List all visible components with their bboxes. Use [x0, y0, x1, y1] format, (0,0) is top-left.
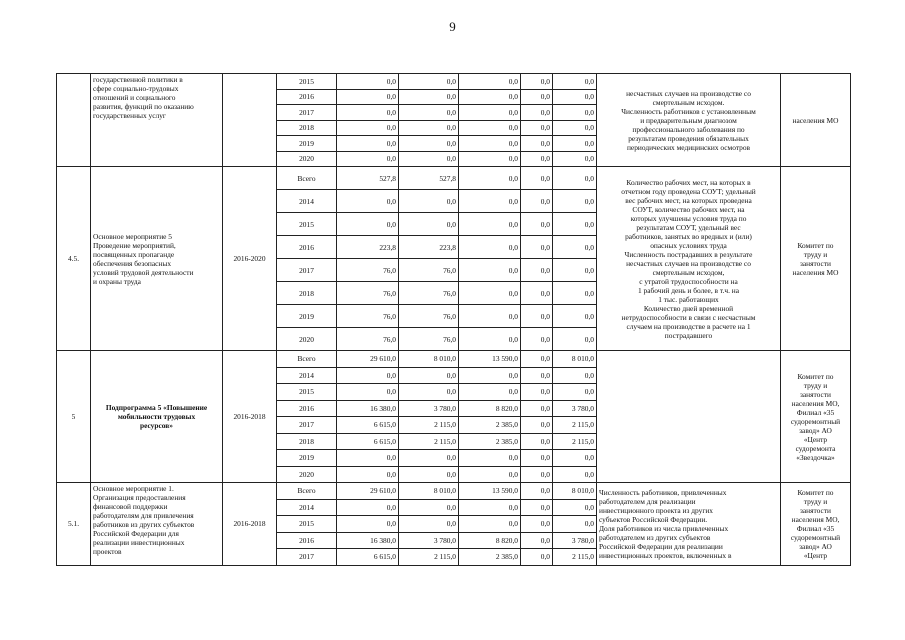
other-cell: 8 010,0	[553, 483, 597, 500]
row-indicators-line: СОУТ, количество рабочих мест, на	[632, 204, 745, 214]
row-name-line: Основное мероприятие 5	[93, 231, 172, 241]
other-cell: 0,0	[553, 466, 597, 483]
other-cell: 0,0	[553, 190, 597, 213]
year-cell: 2017	[277, 417, 337, 434]
row-period	[223, 74, 277, 167]
total-cell: 29 610,0	[337, 483, 399, 500]
row-responsible-line: Филиал «35	[796, 407, 835, 417]
budget-cell: 0,0	[399, 450, 459, 467]
row-indicators-line: и предварительным диагнозом	[640, 115, 737, 125]
row-indicators-line: несчастных случаев на производстве со	[626, 258, 751, 268]
federal-cell: 0,0	[459, 74, 521, 90]
budget-cell: 76,0	[399, 282, 459, 305]
other-cell: 3 780,0	[553, 400, 597, 417]
row-responsible-line: «Центр	[803, 550, 828, 560]
budget-cell: 0,0	[399, 499, 459, 516]
federal-cell: 0,0	[459, 120, 521, 136]
row-indicators-line: Численность работников, привлеченных	[599, 487, 727, 497]
year-cell: Всего	[277, 351, 337, 368]
row-responsible-line: труду и	[803, 249, 828, 259]
other-cell: 0,0	[553, 120, 597, 136]
other-cell: 0,0	[553, 305, 597, 328]
other-cell: 0,0	[553, 367, 597, 384]
page-number: 9	[449, 19, 456, 34]
budget-cell: 0,0	[399, 190, 459, 213]
other-cell: 2 115,0	[553, 433, 597, 450]
local-cell: 0,0	[521, 433, 553, 450]
total-cell: 223,8	[337, 236, 399, 259]
year-cell: 2015	[277, 384, 337, 401]
total-cell: 0,0	[337, 450, 399, 467]
year-cell: 2020	[277, 151, 337, 167]
budget-cell: 8 010,0	[399, 351, 459, 368]
federal-cell: 0,0	[459, 305, 521, 328]
total-cell: 0,0	[337, 516, 399, 533]
year-cell: 2018	[277, 433, 337, 450]
total-cell: 29 610,0	[337, 351, 399, 368]
year-cell: 2016	[277, 89, 337, 105]
table-row	[57, 351, 851, 368]
row-indicators-line: результатам проведения обязательных	[628, 133, 749, 143]
federal-cell: 0,0	[459, 450, 521, 467]
total-cell: 6 615,0	[337, 417, 399, 434]
federal-cell: 0,0	[459, 282, 521, 305]
row-indicators	[597, 74, 781, 167]
other-cell: 8 010,0	[553, 351, 597, 368]
row-responsible-line: завод» АО	[799, 541, 832, 551]
budget-cell: 0,0	[399, 384, 459, 401]
local-cell: 0,0	[521, 351, 553, 368]
row-responsible	[781, 167, 851, 351]
program-table	[56, 73, 851, 566]
row-indicators-line: которых улучшены условия труда по	[630, 213, 747, 223]
row-responsible-line: судоремонтный	[790, 416, 841, 426]
federal-cell: 0,0	[459, 328, 521, 351]
total-cell: 76,0	[337, 328, 399, 351]
year-cell: 2016	[277, 236, 337, 259]
federal-cell: 13 590,0	[459, 483, 521, 500]
year-cell: 2017	[277, 549, 337, 566]
total-cell: 0,0	[337, 136, 399, 152]
local-cell: 0,0	[521, 499, 553, 516]
budget-cell: 76,0	[399, 328, 459, 351]
row-code: 5	[57, 351, 91, 483]
other-cell: 0,0	[553, 213, 597, 236]
budget-cell: 0,0	[399, 213, 459, 236]
year-cell: 2015	[277, 516, 337, 533]
budget-cell: 0,0	[399, 367, 459, 384]
local-cell: 0,0	[521, 532, 553, 549]
other-cell: 2 115,0	[553, 549, 597, 566]
row-name-line: обеспечения безопасных	[93, 258, 172, 268]
row-name-line: сфере социально-трудовых	[93, 84, 179, 93]
year-cell: 2019	[277, 305, 337, 328]
local-cell: 0,0	[521, 417, 553, 434]
year-cell: 2020	[277, 466, 337, 483]
other-cell: 0,0	[553, 328, 597, 351]
other-cell: 0,0	[553, 259, 597, 282]
row-indicators-line: пострадавшего	[664, 330, 713, 340]
row-responsible-line: «Звездочка»	[796, 452, 835, 462]
row-responsible: населения МО	[781, 74, 851, 167]
row-indicators-line: Российской Федерации для реализации	[599, 541, 723, 551]
row-responsible-line: занятости	[799, 505, 832, 515]
row-name	[91, 167, 223, 351]
budget-cell: 223,8	[399, 236, 459, 259]
row-responsible-line: «Центр	[803, 434, 828, 444]
row-indicators-line: работодателем для реализации	[599, 496, 696, 506]
row-responsible-line: занятости	[799, 389, 832, 399]
federal-cell: 2 385,0	[459, 433, 521, 450]
row-responsible-line: Комитет по	[797, 487, 834, 497]
row-period: 2016-2020	[223, 167, 277, 351]
row-period: 2016-2018	[223, 483, 277, 566]
row-indicators-line: несчастных случаев на производстве со	[626, 88, 751, 98]
row-name-line: государственных услуг	[93, 111, 166, 120]
other-cell: 0,0	[553, 151, 597, 167]
federal-cell: 0,0	[459, 167, 521, 190]
row-responsible-line: судоремонта	[795, 443, 836, 453]
local-cell: 0,0	[521, 74, 553, 90]
other-cell: 0,0	[553, 282, 597, 305]
row-name-line: реализации инвестиционных	[93, 538, 185, 547]
row-responsible-line: судоремонтный	[790, 532, 841, 542]
federal-cell: 0,0	[459, 384, 521, 401]
row-name-line: Российской Федерации для	[93, 529, 179, 538]
federal-cell: 0,0	[459, 516, 521, 533]
row-indicators-line: Количество рабочих мест, на которых в	[626, 177, 751, 187]
row-indicators-line: инвестиционных проектов, включенных в	[599, 550, 732, 560]
row-indicators-line: периодических медицинских осмотров	[626, 142, 751, 152]
local-cell: 0,0	[521, 213, 553, 236]
total-cell: 527,8	[337, 167, 399, 190]
row-indicators-line: смертельным исходом.	[652, 97, 725, 107]
row-responsible-line: Комитет по	[797, 371, 834, 381]
budget-cell: 0,0	[399, 120, 459, 136]
year-cell: 2014	[277, 367, 337, 384]
local-cell: 0,0	[521, 400, 553, 417]
year-cell: 2014	[277, 499, 337, 516]
table-body	[57, 74, 851, 566]
federal-cell: 0,0	[459, 105, 521, 121]
row-indicators-line: 1 рабочий день и более, в т.ч. на	[637, 285, 740, 295]
year-cell: 2015	[277, 213, 337, 236]
row-responsible-line: Филиал «35	[796, 523, 835, 533]
total-cell: 0,0	[337, 466, 399, 483]
row-indicators-line: работодателем из других субъектов	[599, 532, 711, 542]
row-indicators-line: опасных условиях труда	[650, 240, 727, 250]
federal-cell: 0,0	[459, 499, 521, 516]
total-cell: 0,0	[337, 89, 399, 105]
total-cell: 76,0	[337, 282, 399, 305]
row-indicators-line: Численность работников с установленным	[621, 106, 756, 116]
budget-cell: 2 115,0	[399, 433, 459, 450]
row-responsible-line: завод» АО	[799, 425, 832, 435]
row-name-line: развития, функций по оказанию	[93, 102, 194, 111]
row-indicators-line: субъектов Российской Федерации.	[599, 514, 708, 524]
budget-cell: 76,0	[399, 305, 459, 328]
row-name-line: и охраны труда	[93, 276, 141, 286]
row-code	[57, 74, 91, 167]
other-cell: 0,0	[553, 384, 597, 401]
federal-cell: 0,0	[459, 236, 521, 259]
budget-cell: 76,0	[399, 259, 459, 282]
total-cell: 0,0	[337, 120, 399, 136]
local-cell: 0,0	[521, 120, 553, 136]
total-cell: 0,0	[337, 213, 399, 236]
row-name-line: работников из других субъектов	[93, 520, 195, 529]
row-indicators	[597, 483, 781, 566]
federal-cell: 0,0	[459, 259, 521, 282]
year-cell: 2017	[277, 259, 337, 282]
local-cell: 0,0	[521, 549, 553, 566]
total-cell: 16 380,0	[337, 532, 399, 549]
total-cell: 6 615,0	[337, 433, 399, 450]
row-name	[91, 483, 223, 566]
other-cell: 0,0	[553, 167, 597, 190]
other-cell: 3 780,0	[553, 532, 597, 549]
budget-cell: 0,0	[399, 136, 459, 152]
local-cell: 0,0	[521, 384, 553, 401]
year-cell: 2018	[277, 282, 337, 305]
budget-cell: 0,0	[399, 516, 459, 533]
federal-cell: 8 820,0	[459, 400, 521, 417]
row-name-line: государственной политики в	[93, 75, 183, 84]
total-cell: 6 615,0	[337, 549, 399, 566]
row-name-line: посвященных пропаганде	[93, 249, 175, 259]
row-responsible-line: труду и	[803, 380, 828, 390]
row-responsible-line: населения МО,	[791, 514, 840, 524]
local-cell: 0,0	[521, 105, 553, 121]
row-responsible-line: труду и	[803, 496, 828, 506]
local-cell: 0,0	[521, 282, 553, 305]
total-cell: 0,0	[337, 74, 399, 90]
local-cell: 0,0	[521, 190, 553, 213]
federal-cell: 0,0	[459, 190, 521, 213]
local-cell: 0,0	[521, 236, 553, 259]
local-cell: 0,0	[521, 259, 553, 282]
row-code: 4.5.	[57, 167, 91, 351]
local-cell: 0,0	[521, 305, 553, 328]
budget-cell: 0,0	[399, 89, 459, 105]
total-cell: 0,0	[337, 384, 399, 401]
row-responsible-line: Комитет по	[797, 240, 834, 250]
row-responsible-line: населения МО,	[791, 398, 840, 408]
year-cell: 2020	[277, 328, 337, 351]
other-cell: 0,0	[553, 450, 597, 467]
row-indicators-line: вес рабочих мест, на которых проведена	[625, 195, 752, 205]
federal-cell: 13 590,0	[459, 351, 521, 368]
row-name-line: условий трудовой деятельности	[93, 267, 194, 277]
row-name-line: работодателям для привлечения	[93, 511, 194, 520]
other-cell: 0,0	[553, 74, 597, 90]
federal-cell: 0,0	[459, 136, 521, 152]
total-cell: 0,0	[337, 190, 399, 213]
row-responsible	[781, 483, 851, 566]
row-name-line: финансовой поддержки	[93, 502, 168, 511]
other-cell: 0,0	[553, 516, 597, 533]
row-name-line: Организация предоставления	[93, 493, 186, 502]
row-code: 5.1.	[57, 483, 91, 566]
local-cell: 0,0	[521, 450, 553, 467]
total-cell: 16 380,0	[337, 400, 399, 417]
federal-cell: 8 820,0	[459, 532, 521, 549]
local-cell: 0,0	[521, 136, 553, 152]
row-responsible-line: населения МО	[792, 267, 839, 277]
budget-cell: 3 780,0	[399, 532, 459, 549]
budget-cell: 2 115,0	[399, 417, 459, 434]
row-period: 2016-2018	[223, 351, 277, 483]
year-cell: 2017	[277, 105, 337, 121]
row-name-line: ресурсов»	[140, 421, 173, 430]
row-indicators-line: с утратой трудоспособности на	[639, 276, 738, 286]
total-cell: 76,0	[337, 305, 399, 328]
local-cell: 0,0	[521, 151, 553, 167]
total-cell: 76,0	[337, 259, 399, 282]
local-cell: 0,0	[521, 367, 553, 384]
federal-cell: 2 385,0	[459, 417, 521, 434]
year-cell: 2016	[277, 532, 337, 549]
other-cell: 0,0	[553, 236, 597, 259]
year-cell: 2016	[277, 400, 337, 417]
row-responsible-line: занятости	[799, 258, 832, 268]
year-cell: Всего	[277, 483, 337, 500]
federal-cell: 0,0	[459, 89, 521, 105]
year-cell: 2015	[277, 74, 337, 90]
local-cell: 0,0	[521, 516, 553, 533]
table-row	[57, 483, 851, 500]
row-name	[91, 74, 223, 167]
other-cell: 0,0	[553, 105, 597, 121]
row-indicators-line: инвестиционного проекта из других	[599, 505, 714, 515]
row-indicators-line: Доля работников из числа привлеченных	[599, 523, 729, 533]
row-name-line: мобильности трудовых	[117, 412, 196, 421]
row-indicators-line: смертельным исходом,	[652, 267, 725, 277]
budget-cell: 0,0	[399, 105, 459, 121]
federal-cell: 0,0	[459, 151, 521, 167]
year-cell: 2019	[277, 450, 337, 467]
federal-cell: 0,0	[459, 466, 521, 483]
row-name-line: Проведение мероприятий,	[93, 240, 176, 250]
budget-cell: 3 780,0	[399, 400, 459, 417]
row-name	[91, 351, 223, 483]
row-indicators-line: Численность пострадавших в результате	[624, 249, 753, 259]
budget-cell: 0,0	[399, 74, 459, 90]
row-indicators-line: работников, занятых во вредных и (или)	[625, 231, 752, 241]
row-name-line: Основное мероприятие 1.	[93, 484, 174, 493]
local-cell: 0,0	[521, 89, 553, 105]
local-cell: 0,0	[521, 328, 553, 351]
other-cell: 0,0	[553, 89, 597, 105]
row-indicators	[597, 167, 781, 351]
budget-cell: 0,0	[399, 466, 459, 483]
row-indicators-line: нетрудоспособности в связи с несчастным	[621, 312, 756, 322]
row-indicators-line: Количество дней временной	[643, 303, 734, 313]
row-responsible	[781, 351, 851, 483]
budget-cell: 527,8	[399, 167, 459, 190]
total-cell: 0,0	[337, 499, 399, 516]
row-name-line: Подпрограмма 5 «Повышение	[105, 403, 208, 412]
year-cell: Всего	[277, 167, 337, 190]
other-cell: 0,0	[553, 499, 597, 516]
budget-cell: 8 010,0	[399, 483, 459, 500]
row-indicators-line: результатам СОУТ, удельный вес	[636, 222, 741, 232]
other-cell: 0,0	[553, 136, 597, 152]
total-cell: 0,0	[337, 151, 399, 167]
federal-cell: 0,0	[459, 367, 521, 384]
year-cell: 2014	[277, 190, 337, 213]
total-cell: 0,0	[337, 367, 399, 384]
local-cell: 0,0	[521, 483, 553, 500]
budget-cell: 2 115,0	[399, 549, 459, 566]
year-cell: 2019	[277, 136, 337, 152]
federal-cell: 2 385,0	[459, 549, 521, 566]
federal-cell: 0,0	[459, 213, 521, 236]
local-cell: 0,0	[521, 167, 553, 190]
budget-cell: 0,0	[399, 151, 459, 167]
row-name-line: проектов	[93, 547, 122, 556]
row-indicators	[597, 351, 781, 483]
row-name-line: отношений и социального	[93, 93, 176, 102]
row-indicators-line: отчетном году проведена СОУТ; удельный	[621, 186, 756, 196]
row-indicators-line: случаем на производстве в расчете на 1	[626, 321, 751, 331]
local-cell: 0,0	[521, 466, 553, 483]
table-row	[57, 167, 851, 190]
row-indicators-line: профессионального заболевания по	[632, 124, 745, 134]
total-cell: 0,0	[337, 105, 399, 121]
year-cell: 2018	[277, 120, 337, 136]
other-cell: 2 115,0	[553, 417, 597, 434]
row-indicators-line: 1 тыс. работающих	[658, 294, 719, 304]
table-row	[57, 74, 851, 90]
